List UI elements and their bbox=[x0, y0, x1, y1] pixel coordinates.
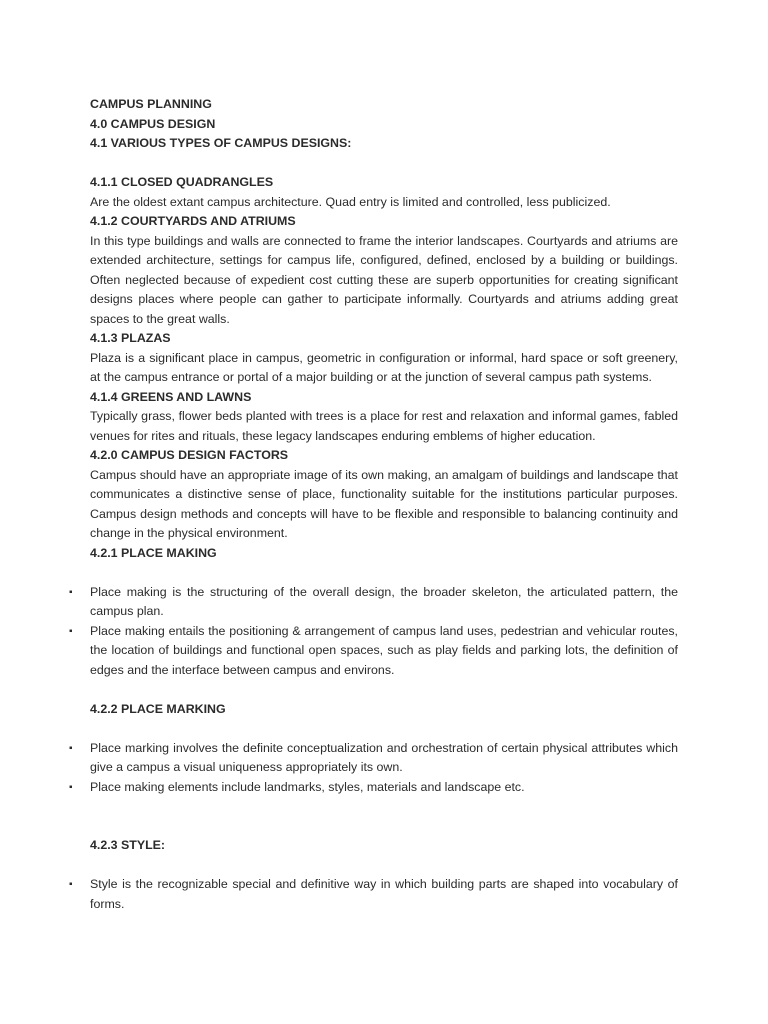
section-heading-4-1: 4.1 VARIOUS TYPES OF CAMPUS DESIGNS: bbox=[90, 136, 352, 150]
list-item-text: Place making elements include landmarks, styles, materials and landscape etc. bbox=[90, 779, 525, 794]
spacer bbox=[90, 154, 678, 174]
paragraph-courtyards-atriums: In this type buildings and walls are connected to frame the interior landscapes. Courtyards and atriums are extended architecture, settings for campus life, configured, defined, enclosed by a building or buildings. Often neglected because of expedient cost cutting these are superb opportunities for creating significant designs places where people can gather to participate informally. Courtyards and atriums adding great spaces to the great walls. bbox=[90, 233, 678, 326]
list-item bbox=[69, 583, 678, 622]
paragraph-greens-lawns: Typically grass, flower beds planted with trees is a place for rest and relaxation and informal games, fabled venues for rites and rituals, these legacy landscapes enduring emblems of higher education. bbox=[90, 409, 678, 443]
heading-closed-quadrangles: 4.1.1 CLOSED QUADRANGLES bbox=[90, 175, 274, 189]
list-item-text: Place making entails the positioning & arrangement of campus land uses, pedestrian and vehicular routes, the location of buildings and functional open spaces, such as play fields and parking lots, the definition of edges and the interface between campus and environs. bbox=[90, 623, 678, 677]
heading-courtyards-atriums: 4.1.2 COURTYARDS AND ATRIUMS bbox=[90, 214, 296, 228]
list-item bbox=[69, 622, 678, 681]
spacer bbox=[90, 719, 678, 739]
heading-style: 4.2.3 STYLE: bbox=[90, 838, 166, 852]
list-item bbox=[69, 739, 678, 778]
bullet-icon: ▪ bbox=[69, 879, 73, 890]
spacer bbox=[90, 680, 678, 700]
bullet-icon: ▪ bbox=[69, 625, 73, 637]
list-item-text: Style is the recognizable special and definitive way in which building parts are shaped into vocabulary of forms. bbox=[90, 877, 678, 911]
heading-place-marking: 4.2.2 PLACE MARKING bbox=[90, 701, 226, 716]
chapter-heading: 4.0 CAMPUS DESIGN bbox=[90, 116, 216, 131]
spacer bbox=[90, 563, 678, 583]
heading-plazas: 4.1.3 PLAZAS bbox=[90, 331, 171, 345]
spacer bbox=[90, 817, 678, 837]
heading-place-making: 4.2.1 PLACE MAKING bbox=[90, 545, 217, 560]
list-item-text: Place making is the structuring of the overall design, the broader skeleton, the articulated pattern, the campus plan. bbox=[90, 584, 678, 618]
place-marking-list bbox=[69, 739, 678, 798]
bullet-icon: ▪ bbox=[69, 586, 73, 598]
list-item bbox=[69, 778, 678, 798]
heading-greens-lawns: 4.1.4 GREENS AND LAWNS bbox=[90, 389, 252, 404]
bullet-icon: ▪ bbox=[69, 781, 73, 793]
spacer bbox=[90, 797, 678, 817]
list-item bbox=[69, 875, 678, 914]
style-list bbox=[69, 875, 678, 914]
paragraph-design-factors: Campus should have an appropriate image of its own making, an amalgam of buildings and landscape that communicates a distinctive sense of place, functionality suitable for the institutions particular purposes. Campus design methods and concepts will have to be flexible and responsible to balancing continuity and change in the physical environment. bbox=[90, 467, 678, 540]
paragraph-plazas: Plaza is a significant place in campus, geometric in configuration or informal, hard space or soft greenery, at the campus entrance or portal of a major building or at the junction of several campus path systems. bbox=[90, 350, 678, 384]
document-body bbox=[69, 95, 678, 914]
heading-design-factors: 4.2.0 CAMPUS DESIGN FACTORS bbox=[90, 448, 289, 462]
document-title: CAMPUS PLANNING bbox=[90, 97, 212, 111]
place-making-list bbox=[69, 583, 678, 681]
list-item-text: Place marking involves the definite conceptualization and orchestration of certain physical attributes which give a campus a visual uniqueness appropriately its own. bbox=[90, 740, 678, 774]
bullet-icon: ▪ bbox=[69, 742, 73, 754]
spacer bbox=[90, 856, 678, 876]
paragraph-closed-quadrangles: Are the oldest extant campus architecture. Quad entry is limited and controlled, less publicized. bbox=[90, 194, 611, 209]
